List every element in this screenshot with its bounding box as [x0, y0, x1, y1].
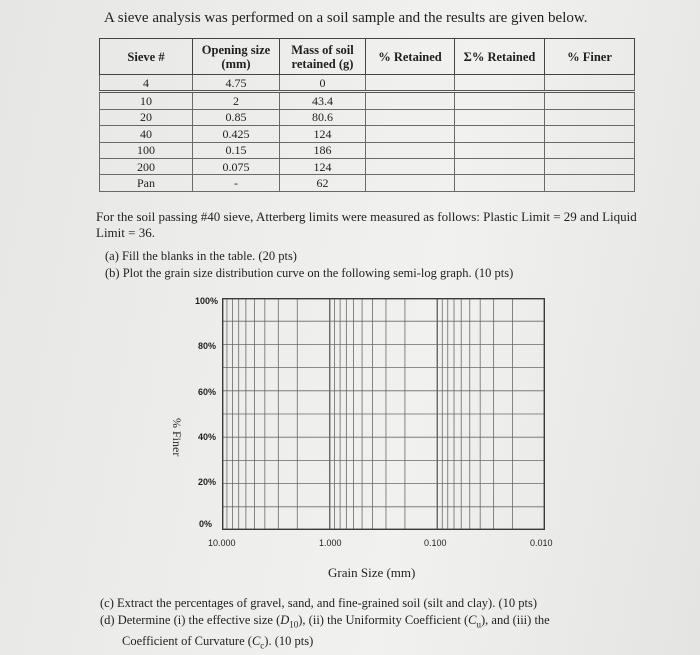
x-tick-0-01: 0.010: [530, 538, 553, 548]
y-tick-80: 80%: [197, 341, 216, 351]
header-cumulative-retained: Σ% Retained: [455, 39, 545, 75]
x-tick-0-1: 0.100: [424, 538, 447, 548]
cell-percent-retained-blank[interactable]: [366, 158, 455, 174]
header-mass-retained: Mass of soil retained (g): [280, 39, 366, 75]
cell-percent-retained-blank[interactable]: [366, 175, 455, 191]
cell-percent-retained-blank[interactable]: [366, 92, 455, 109]
question-d-text: ). (10 pts): [264, 633, 314, 648]
subscript-c: c: [260, 640, 265, 650]
symbol-cu: C: [468, 613, 477, 627]
cell-opening: 0.15: [193, 142, 280, 158]
cell-mass: 186: [280, 142, 366, 158]
cell-opening: 0.425: [193, 126, 280, 142]
cell-sieve: Pan: [100, 175, 193, 191]
y-tick-0: 0%: [198, 519, 212, 529]
cell-sieve: 100: [100, 142, 193, 158]
x-tick-1: 1.000: [319, 538, 342, 548]
question-c: (c) Extract the percentages of gravel, sand, and fine-grained soil (silt and clay). (10 pts): [100, 596, 537, 610]
sieve-analysis-table: [99, 38, 635, 192]
cell-mass: 80.6: [280, 109, 366, 125]
cell-cumulative-blank[interactable]: [455, 175, 545, 191]
cell-cumulative-blank[interactable]: [455, 109, 545, 125]
table-row: [100, 126, 635, 142]
cell-finer-blank[interactable]: [545, 109, 635, 125]
intro-text: A sieve analysis was performed on a soil sample and the results are given below.: [104, 10, 588, 26]
cell-opening: -: [193, 175, 280, 191]
cell-mass: 124: [280, 126, 366, 142]
y-axis-title: % Finer: [170, 418, 184, 457]
cell-mass: 62: [280, 175, 366, 191]
cell-cumulative-blank[interactable]: [455, 158, 545, 174]
cell-percent-retained-blank[interactable]: [366, 109, 455, 125]
cell-percent-retained-blank[interactable]: [366, 142, 455, 158]
cell-sieve: 20: [100, 109, 193, 125]
y-tick-100: 100%: [194, 296, 218, 306]
cell-sieve: 200: [100, 158, 193, 174]
symbol-cc: C: [251, 633, 261, 648]
cell-opening: 2: [193, 92, 280, 109]
cell-opening: 4.75: [193, 75, 280, 92]
header-percent-finer: % Finer: [545, 39, 635, 75]
subscript-10: 10: [289, 619, 299, 630]
cell-mass: 124: [280, 158, 366, 174]
header-opening-size: Opening size (mm): [193, 39, 280, 75]
cell-percent-retained-blank[interactable]: [366, 126, 455, 142]
y-tick-60: 60%: [197, 387, 216, 397]
x-tick-10: 10.000: [208, 538, 236, 548]
table-row: [100, 92, 635, 109]
cell-cumulative-blank[interactable]: [455, 92, 545, 109]
table-row: [100, 75, 635, 92]
y-tick-40: 40%: [197, 432, 216, 442]
cell-finer-blank[interactable]: [545, 175, 635, 191]
header-sieve: Sieve #: [100, 39, 193, 75]
question-a: (a) Fill the blanks in the table. (20 pts): [105, 249, 297, 263]
cell-cumulative-blank[interactable]: [455, 75, 545, 92]
atterberg-limits-text: For the soil passing #40 sieve, Atterberg limits were measured as follows: Plastic Limit = 29 and Liquid Limit = 36.: [96, 209, 637, 240]
table-row: [100, 158, 635, 174]
header-percent-retained: % Retained: [366, 39, 455, 75]
cell-sieve: 4: [100, 75, 193, 92]
symbol-d: D: [280, 613, 290, 627]
subscript-u: u: [476, 619, 481, 630]
cell-finer-blank[interactable]: [545, 92, 635, 109]
y-tick-20: 20%: [197, 477, 216, 487]
cell-opening: 0.075: [193, 158, 280, 174]
cell-sieve: 10: [100, 92, 193, 109]
cell-finer-blank[interactable]: [545, 142, 635, 158]
cell-finer-blank[interactable]: [545, 158, 635, 174]
question-b: (b) Plot the grain size distribution curve on the following semi-log graph. (10 pts): [105, 266, 514, 280]
table-row: [100, 175, 635, 191]
question-d: [100, 612, 660, 653]
cell-finer-blank[interactable]: [545, 75, 635, 92]
table-row: [100, 142, 635, 158]
x-axis-title: Grain Size (mm): [328, 565, 416, 580]
question-d-text: Coefficient of Curvature (: [122, 633, 252, 648]
cell-cumulative-blank[interactable]: [455, 142, 545, 158]
cell-opening: 0.85: [193, 109, 280, 125]
table-row: [100, 109, 635, 125]
cell-mass: 43.4: [280, 92, 366, 109]
cell-sieve: 40: [100, 126, 193, 142]
table-header-row: [100, 39, 635, 75]
cell-finer-blank[interactable]: [545, 126, 635, 142]
question-d-text: (d) Determine (i) the effective size (: [100, 613, 281, 627]
cell-mass: 0: [280, 75, 366, 92]
semi-log-graph-grid: [222, 298, 545, 530]
cell-percent-retained-blank[interactable]: [366, 75, 455, 92]
cell-cumulative-blank[interactable]: [455, 126, 545, 142]
question-d-text: ), and (iii) the: [480, 613, 550, 627]
question-d-text: ), (ii) the Uniformity Coefficient (: [298, 613, 469, 627]
